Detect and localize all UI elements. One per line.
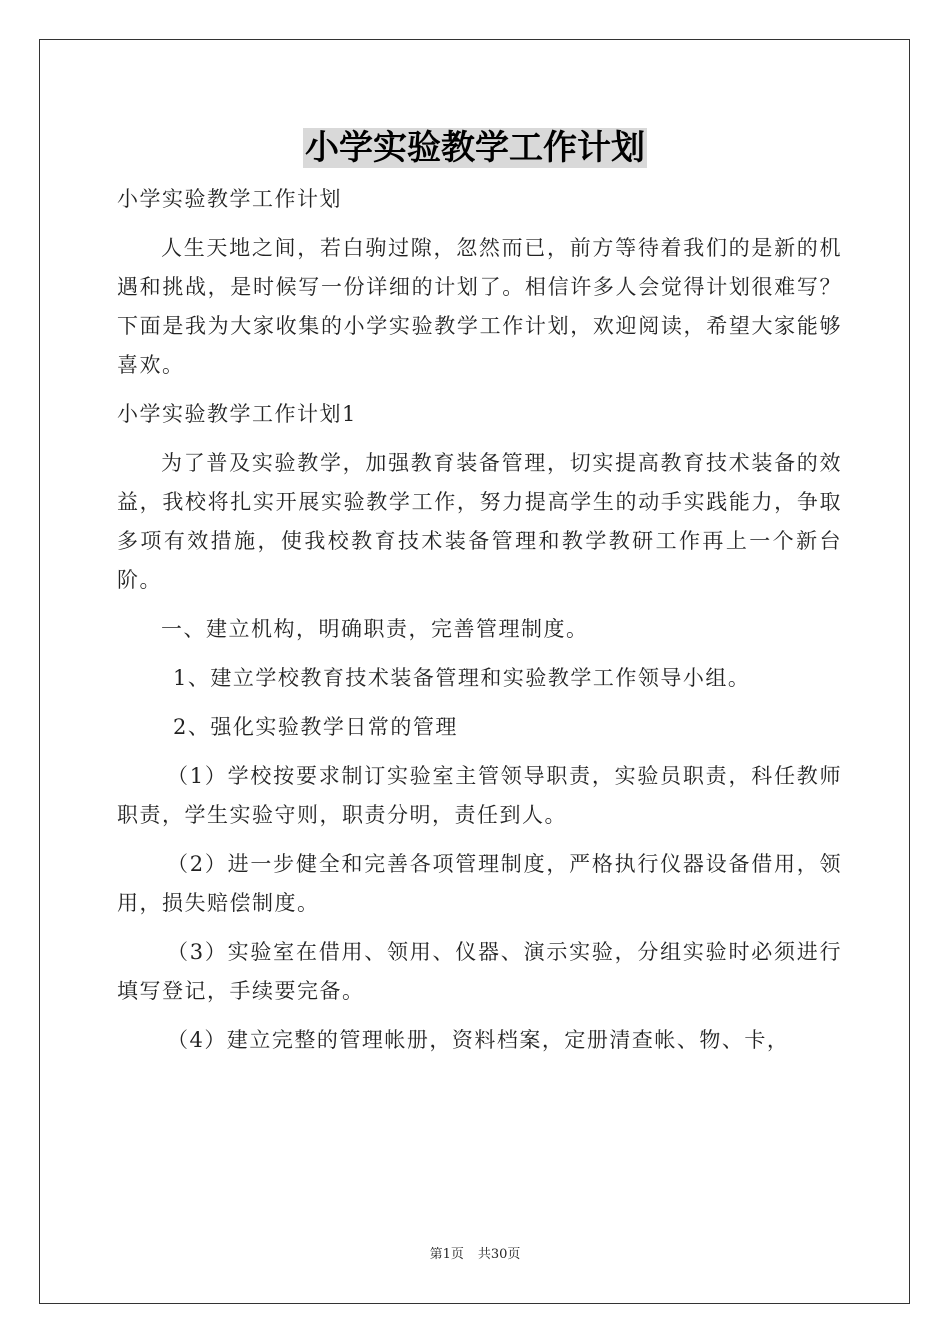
body-paragraph: （4）建立完整的管理帐册，资料档案，定册清查帐、物、卡， [167, 1028, 790, 1052]
document-title [0, 124, 950, 172]
intro-paragraph: 人生天地之间，若白驹过隙，忽然而已，前方等待着我们的是新的机遇和挑战，是时候写一份详细的计划了。相信许多人会觉得计划很难写？下面是我为大家收集的小学实验教学工作计划，欢迎阅读，希望大家能够喜欢。 [117, 236, 842, 377]
body-paragraph: 1、建立学校教育技术装备管理和实验教学工作领导小组。 [173, 666, 751, 690]
body-paragraph: （1）学校按要求制订实验室主管领导职责，实验员职责，科任教师职责，学生实验守则，职责分明，责任到人。 [117, 764, 842, 827]
page-footer [0, 1243, 950, 1262]
subtitle-paragraph: 小学实验教学工作计划 [117, 187, 342, 211]
body-paragraph: 为了普及实验教学，加强教育装备管理，切实提高教育技术装备的效益，我校将扎实开展实验教学工作，努力提高学生的动手实践能力，争取多项有效措施，使我校教育技术装备管理和教学教研工作再上一个新台阶。 [117, 451, 842, 592]
body-paragraph: （2）进一步健全和完善各项管理制度，严格执行仪器设备借用，领用，损失赔偿制度。 [117, 852, 842, 915]
page-number: 第1页 [429, 1247, 464, 1262]
section-heading: 小学实验教学工作计划1 [117, 402, 357, 426]
body-paragraph: 2、强化实验教学日常的管理 [173, 715, 458, 739]
document-body [117, 180, 842, 1070]
page-total: 共30页 [477, 1247, 521, 1262]
body-paragraph: （3）实验室在借用、领用、仪器、演示实验，分组实验时必须进行填写登记，手续要完备。 [117, 940, 842, 1003]
document-title-text: 小学实验教学工作计划 [305, 128, 645, 168]
body-paragraph: 一、建立机构，明确职责，完善管理制度。 [161, 617, 589, 641]
